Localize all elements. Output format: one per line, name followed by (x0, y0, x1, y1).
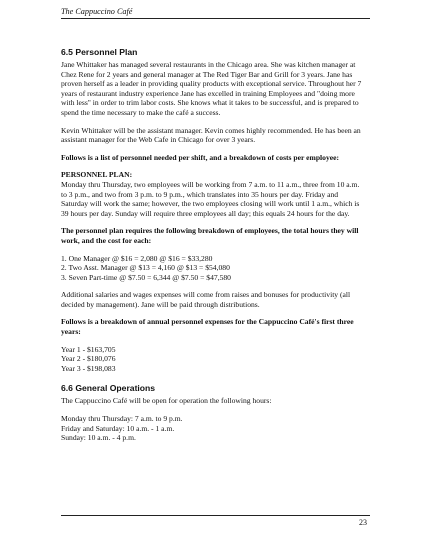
personnel-plan-text: Monday thru Thursday, two employees will be working from 7 a.m. to 11 a.m., three from 10 a.m. to 3 p.m., and two from 3 p.m. to 9 p.m., which translates into 35 hours per day. Friday and Saturday will work the same; however, the two employees closing will work until 1 a.m., which is 39 hours per day. Sunday will require three employees all day; this equals 24 hours for the day. (61, 179, 360, 218)
paragraph-additional-salaries: Additional salaries and wages expenses will come from raises and bonuses for productivity (all decided by management). Jane will be paid through distributions. (61, 290, 351, 309)
personnel-plan-title: PERSONNEL PLAN: (61, 170, 133, 180)
page-number: 23 (359, 518, 367, 527)
page-body (61, 47, 366, 443)
lead-breakdown: The personnel plan requires the following breakdown of employees, the total hours they will work, and the cost for each: (61, 226, 359, 245)
lead-annual-expenses: Follows is a breakdown of annual personnel expenses for the Cappuccino Café's first three years: (61, 317, 354, 337)
lead-personnel-list: Follows is a list of personnel needed per shift, and a breakdown of costs per employee: (61, 152, 340, 162)
operations-intro: The Cappuccino Café will be open for operation the following hours: (61, 396, 272, 406)
hours-item: Monday thru Thursday: 7 a.m. to 9 p.m. (61, 414, 183, 424)
breakdown-item: 2. Two Asst. Manager @ $13 = 4,160 @ $13 = $54,080 (61, 263, 230, 273)
section-heading-general-operations: 6.6 General Operations (61, 383, 156, 394)
paragraph-kevin-bio: Kevin Whittaker will be the assistant manager. Kevin comes highly recommended. He has been an assistant manager for the Web Cafe in Chicago for over 3 years. (61, 125, 361, 145)
hours-item: Sunday: 10 a.m. - 4 p.m. (61, 433, 136, 443)
footer-rule (61, 515, 370, 516)
annual-expense-item: Year 1 - $163,705 (61, 344, 116, 354)
header-rule (61, 18, 370, 19)
annual-expense-item: Year 2 - $180,076 (61, 354, 116, 364)
breakdown-item: 3. Seven Part-time @ $7.50 = 6,344 @ $7.50 = $47,580 (61, 272, 231, 282)
annual-expense-item: Year 3 - $198,083 (61, 363, 116, 373)
paragraph-jane-bio: Jane Whittaker has managed several restaurants in the Chicago area. She was kitchen manager at Chez Rene for 2 years and general manager at The Red Tiger Bar and Grill for 3 years. Jane has proven herself as a leader in providing quality products with exceptional service. Throughout her 7 years of restaurant industry experience Jane has excelled in training Employees and "doing more with less" in order to trim labor costs. She knows what it takes to be successful, and is prepared to spend the time necessary to make the café a success. (61, 60, 362, 117)
hours-item: Friday and Saturday: 10 a.m. - 1 a.m. (61, 423, 175, 433)
breakdown-item: 1. One Manager @ $16 = 2,080 @ $16 = $33,280 (61, 253, 213, 263)
running-header: The Cappuccino Café (61, 7, 133, 16)
section-heading-personnel-plan: 6.5 Personnel Plan (61, 47, 138, 57)
